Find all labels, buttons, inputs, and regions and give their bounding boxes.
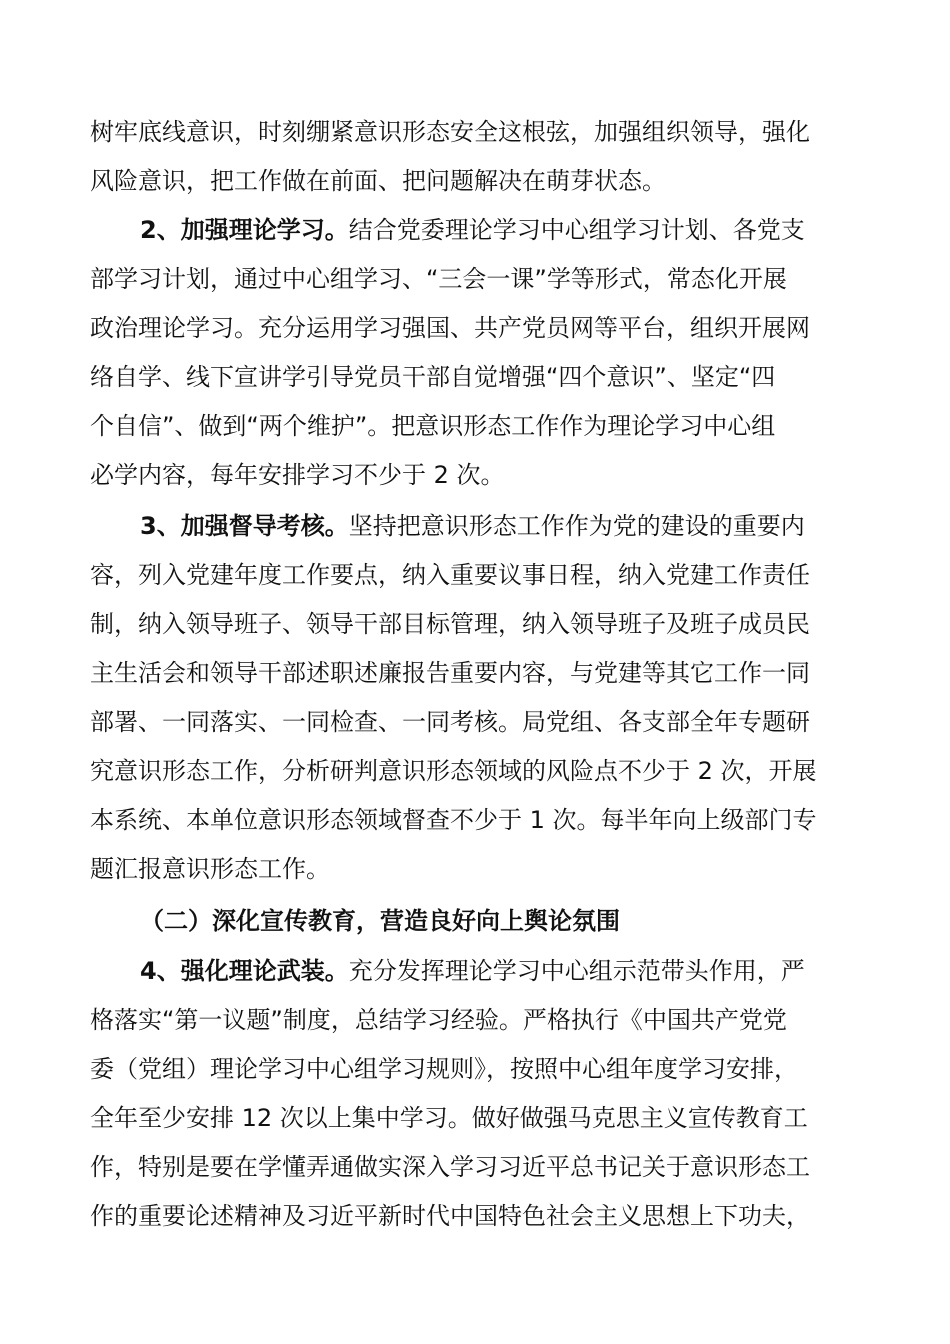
line-text: 容，列入党建年度工作要点，纳入重要议事日程，纳入党建工作责任	[90, 561, 810, 589]
line-text: 委（党组）理论学习中心组学习规则》，按照中心组年度学习安排，	[90, 1055, 798, 1083]
line-text: 结合党委理论学习中心组学习计划、各党支	[348, 216, 805, 244]
body-line	[90, 853, 330, 885]
line-text: 必学内容，每年安排学习不少于 2 次。	[90, 461, 505, 489]
line-text: 树牢底线意识，时刻绷紧意识形态安全这根弦，加强组织领导，强化	[90, 118, 810, 146]
line-text: 部学习计划，通过中心组学习、“三会一课”学等形式，常态化开展	[90, 265, 787, 293]
line-text: 风险意识，把工作做在前面、把问题解决在萌芽状态。	[90, 167, 666, 195]
line-text: 作的重要论述精神及习近平新时代中国特色社会主义思想上下功夫，	[90, 1202, 810, 1230]
body-line	[90, 1200, 810, 1232]
paragraph-line	[140, 214, 805, 246]
line-text: 格落实“第一议题”制度，总结学习经验。严格执行《中国共产党党	[90, 1006, 787, 1034]
line-text: 全年至少安排 12 次以上集中学习。做好做强马克思主义宣传教育工	[90, 1104, 808, 1132]
line-text: 络自学、线下宣讲学引导党员干部自觉增强“四个意识”、坚定“四	[90, 363, 776, 391]
body-line	[90, 263, 787, 295]
line-text: 部署、一同落实、一同检查、一同考核。局党组、各支部全年专题研	[90, 708, 810, 736]
body-line	[90, 608, 810, 640]
body-line	[90, 804, 817, 836]
body-line	[90, 657, 810, 689]
body-line	[90, 361, 775, 393]
body-line	[90, 459, 505, 491]
body-line	[90, 312, 810, 344]
body-line	[90, 1151, 810, 1183]
paragraph-line	[140, 955, 805, 987]
item-heading: 4、强化理论武装。	[140, 957, 349, 985]
item-heading: 2、加强理论学习。	[140, 216, 349, 244]
body-line	[90, 1053, 798, 1085]
body-line	[90, 116, 810, 148]
line-text: 坚持把意识形态工作作为党的建设的重要内	[348, 512, 805, 540]
line-text: 题汇报意识形态工作。	[90, 855, 330, 883]
body-line	[90, 559, 810, 591]
line-text: 本系统、本单位意识形态领域督查不少于 1 次。每半年向上级部门专	[90, 806, 817, 834]
line-text: 充分发挥理论学习中心组示范带头作用，严	[348, 957, 805, 985]
body-line	[90, 165, 666, 197]
line-text: 政治理论学习。充分运用学习强国、共产党员网等平台，组织开展网	[90, 314, 810, 342]
line-text: 究意识形态工作，分析研判意识形态领域的风险点不少于 2 次，开展	[90, 757, 817, 785]
line-text: 制，纳入领导班子、领导干部目标管理，纳入领导班子及班子成员民	[90, 610, 810, 638]
body-line	[90, 755, 817, 787]
body-line	[90, 1004, 787, 1036]
section-heading	[140, 905, 620, 937]
line-text: 个自信”、做到“两个维护”。把意识形态工作作为理论学习中心组	[90, 412, 776, 440]
line-text: 作，特别是要在学懂弄通做实深入学习习近平总书记关于意识形态工	[90, 1153, 810, 1181]
paragraph-line	[140, 510, 805, 542]
item-heading: 3、加强督导考核。	[140, 512, 349, 540]
body-line	[90, 1102, 808, 1134]
body-line	[90, 706, 810, 738]
line-text: 主生活会和领导干部述职述廉报告重要内容，与党建等其它工作一同	[90, 659, 810, 687]
body-line	[90, 410, 775, 442]
section-heading-text: （二）深化宣传教育，营造良好向上舆论氛围	[140, 907, 620, 935]
